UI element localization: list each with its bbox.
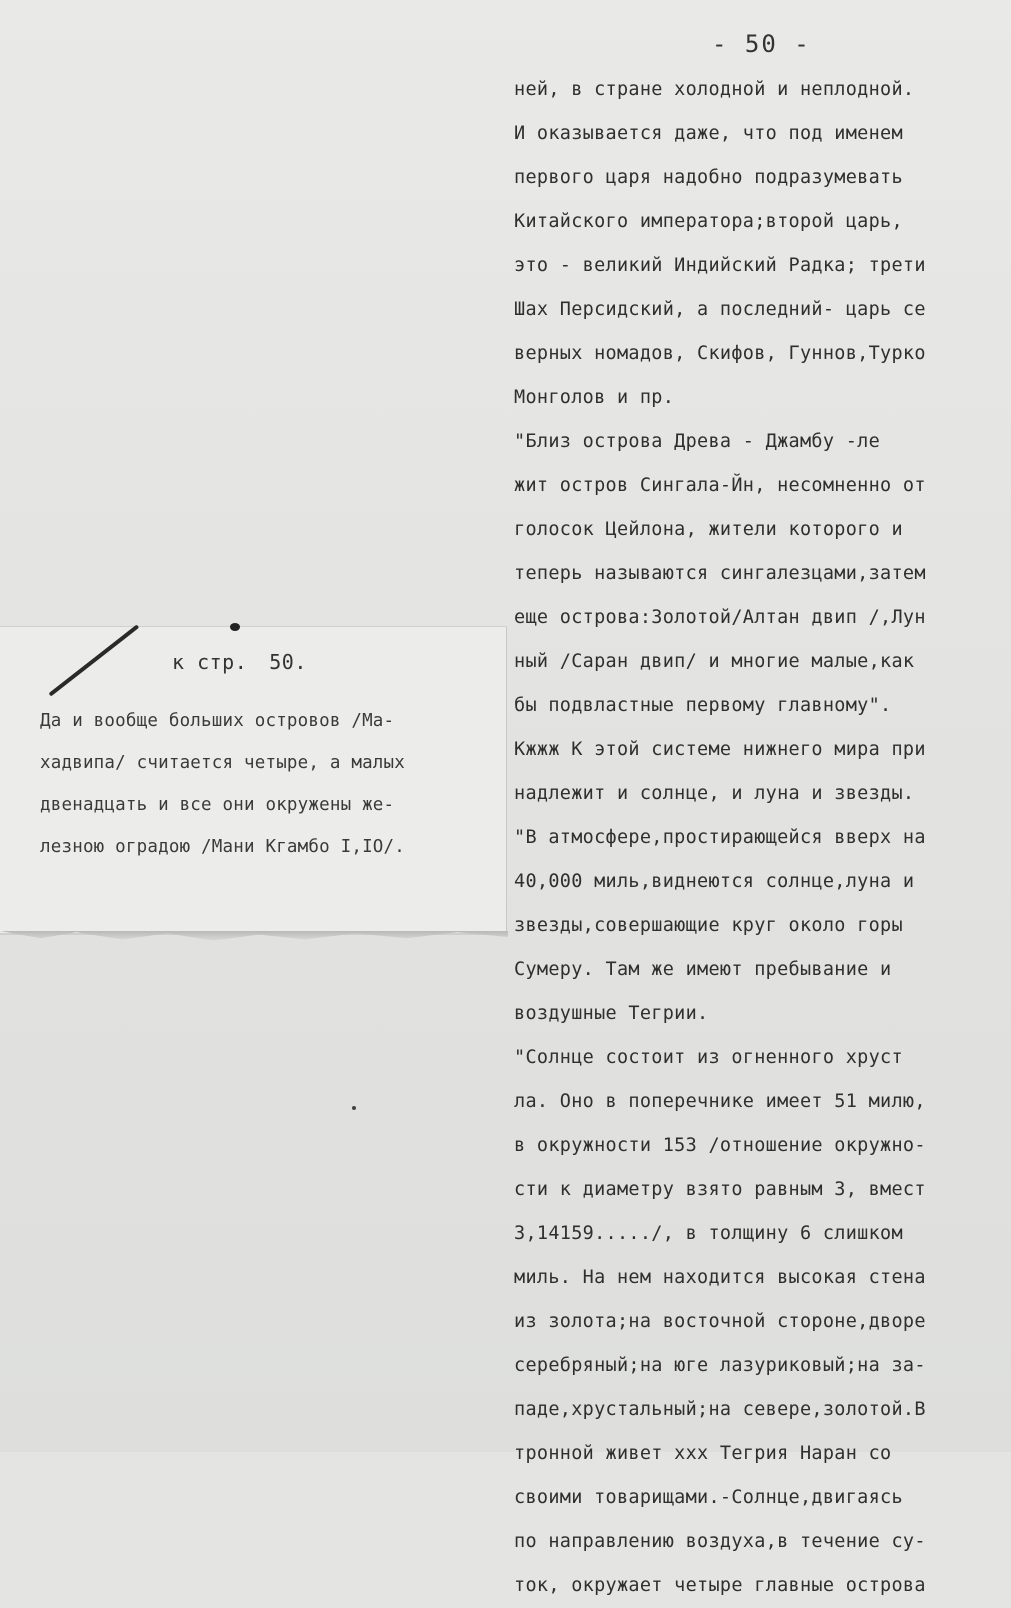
text-line: "Солнце состоит из огненного хруст (514, 1047, 903, 1068)
text-line: Кжжж К этой системе нижнего мира при (514, 739, 926, 760)
text-line: "В атмосфере,простирающейся вверх на (514, 827, 926, 848)
text-line: первого царя надобно подразумевать (514, 167, 903, 188)
text-line: сти к диаметру взято равным 3, вмест (514, 1179, 926, 1200)
text-line: ток, окружает четыре главные острова (514, 1575, 926, 1596)
text-line: Сумеру. Там же имеют пребывание и (514, 959, 892, 980)
text-line: ла. Оно в поперечнике имеет 51 милю, (514, 1091, 926, 1112)
text-line: Монголов и пр. (514, 387, 675, 408)
text-line: тронной живет ххх Тегрия Наран со (514, 1443, 892, 1464)
note-page-reference (172, 650, 307, 674)
text-line: 40,000 миль,виднеются солнце,луна и (514, 871, 915, 892)
text-line: из золота;на восточной стороне,дворе (514, 1311, 926, 1332)
text-line: по направлению воздуха,в течение су- (514, 1531, 926, 1552)
note-text (40, 700, 502, 868)
text-line: теперь называются сингалезцами,затем (514, 563, 926, 584)
note-line: лезною оградою /Мани Кгамбо I,IO/. (40, 837, 406, 857)
ink-speck (352, 1106, 356, 1110)
text-line: ный /Саран двип/ и многие малые,как (514, 651, 915, 672)
text-line: это - великий Индийский Радка; трети (514, 255, 926, 276)
note-ref-page: 50. (269, 650, 307, 674)
text-line: в окружности 153 /отношение окружно- (514, 1135, 926, 1156)
page-number: - 50 - (712, 30, 811, 58)
text-line: своими товарищами.-Солнце,двигаясь (514, 1487, 903, 1508)
text-line: 3,14159...../, в толщину 6 слишком (514, 1223, 903, 1244)
text-line: паде,хрустальный;на севере,золотой.В (514, 1399, 926, 1420)
text-line: воздушные Тегрии. (514, 1003, 709, 1024)
main-text-column (514, 68, 998, 1608)
text-line: "Близ острова Древа - Джамбу -ле (514, 431, 881, 452)
note-line: двенадцать и все они окружены же- (40, 795, 395, 815)
text-line: серебряный;на юге лазуриковый;на за- (514, 1355, 926, 1376)
note-line: Да и вообще больших островов /Ма- (40, 711, 395, 731)
pin-head-icon (230, 623, 240, 631)
text-line: верных номадов, Скифов, Гуннов,Турко (514, 343, 926, 364)
text-line: бы подвластные первому главному". (514, 695, 892, 716)
text-line: И оказывается даже, что под именем (514, 123, 903, 144)
note-line: хадвипа/ считается четыре, а малых (40, 753, 406, 773)
text-line: надлежит и солнце, и луна и звезды. (514, 783, 915, 804)
note-ref-label: к стр. (172, 650, 248, 674)
text-line: еще острова:Золотой/Алтан двип /,Лун (514, 607, 926, 628)
text-line: Шах Персидский, а последний- царь се (514, 299, 926, 320)
text-line: Китайского императора;второй царь, (514, 211, 903, 232)
text-line: ней, в стране холодной и неплодной. (514, 79, 915, 100)
text-line: голосок Цейлона, жители которого и (514, 519, 903, 540)
text-line: жит остров Сингала-Йн, несомненно от (514, 475, 926, 496)
text-line: звезды,совершающие круг около горы (514, 915, 903, 936)
text-line: миль. На нем находится высокая стена (514, 1267, 926, 1288)
